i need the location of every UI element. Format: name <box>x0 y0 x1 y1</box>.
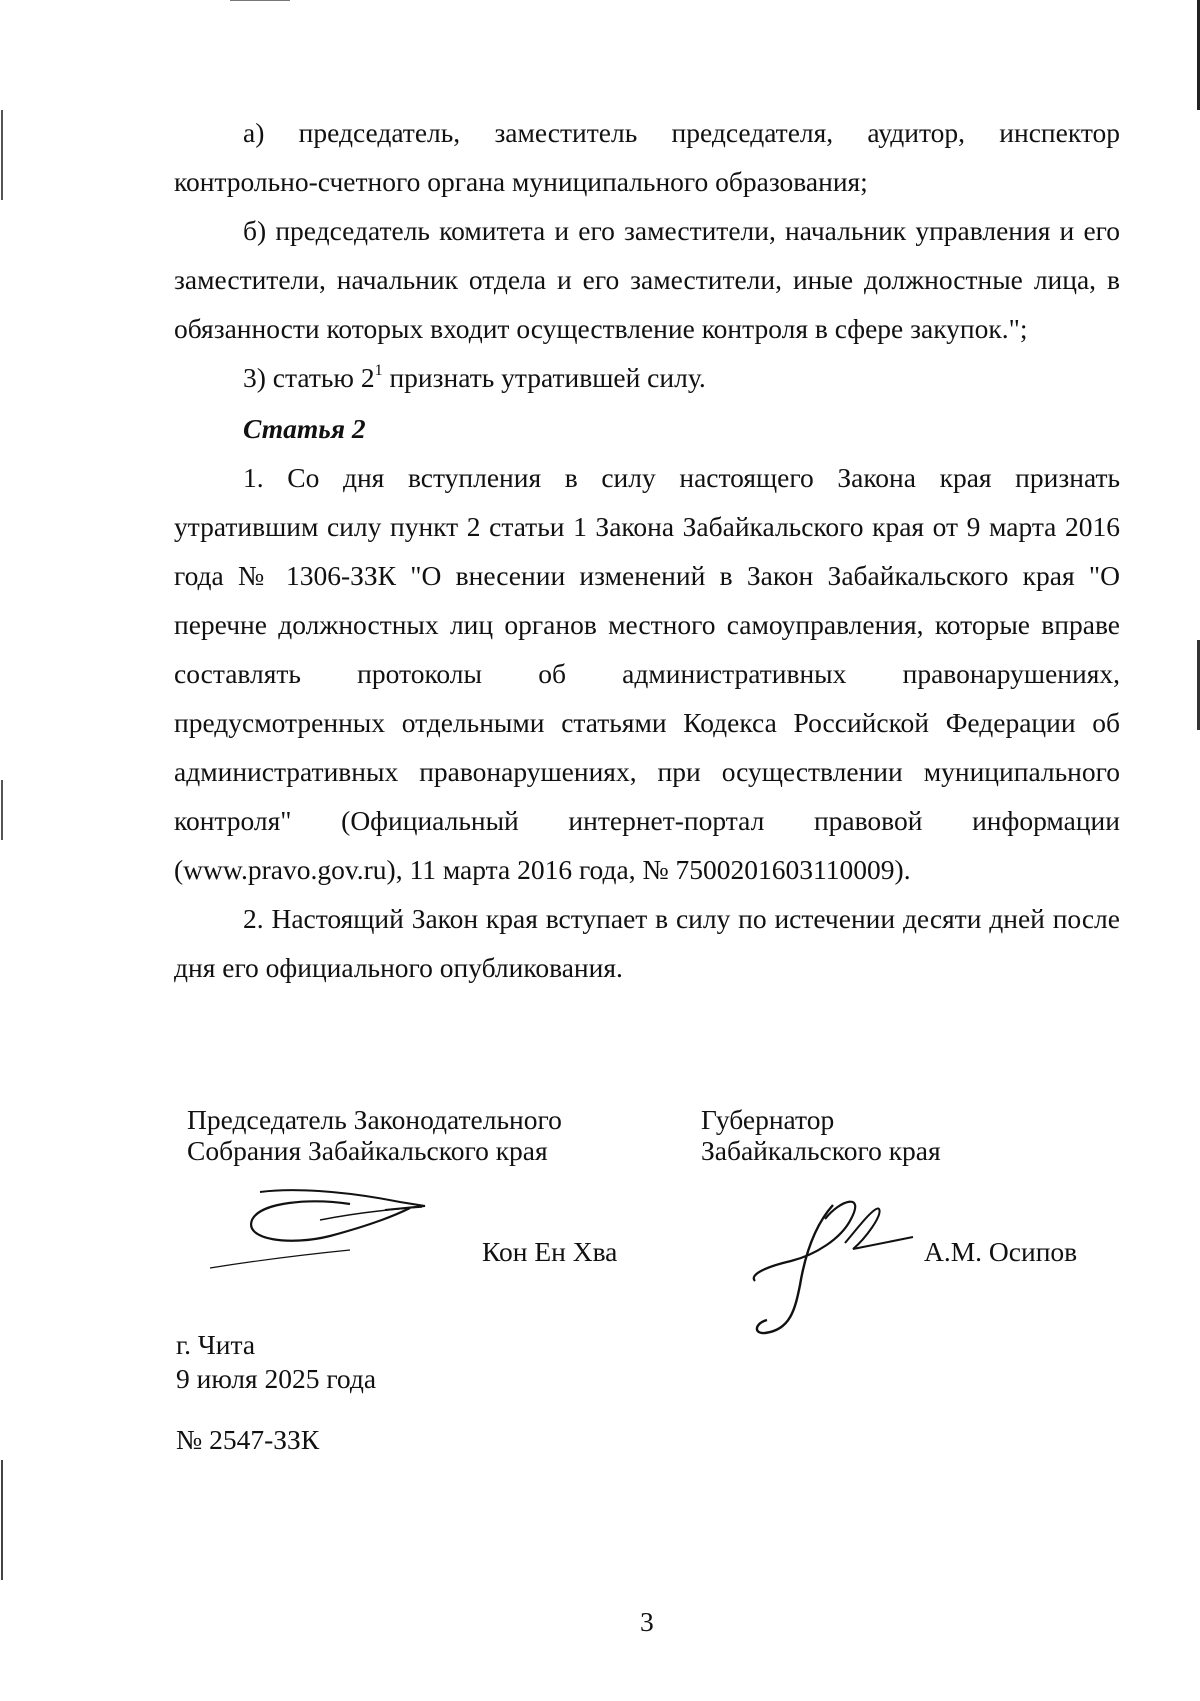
left-signatory-name: Кон Ен Хва <box>482 1236 618 1267</box>
city: г. Чита <box>176 1329 256 1360</box>
left-title-line-2: Собрания Забайкальского края <box>187 1135 548 1166</box>
scan-artifact <box>1 110 3 200</box>
document-body <box>174 108 1120 992</box>
article-paragraph-1: 1. Со дня вступления в силу настоящего Закона края признать утратившим силу пункт 2 статьи 1 Закона Забайкальского края от 9 марта 2016 года № 1306-ЗЗК "О внесении изменений в Закон Забайкальского края "О перечне должностных лиц органов местного самоуправления, которые вправе составлять протоколы об административных правонарушениях, предусмотренных отдельными статьями Кодекса Российской Федерации об административных правонарушениях, при осуществлении муниципального контроля" (Официальный интернет-портал правовой информации (www.pravo.gov.ru), 11 марта 2016 года, № 7500201603110009). <box>174 462 1120 885</box>
left-title-line-1: Председатель Законодательного <box>187 1104 562 1135</box>
document-number: № 2547-ЗЗК <box>176 1424 320 1455</box>
paragraph-3-text-end: признать утратившей силу. <box>382 362 706 393</box>
right-title-line-1: Губернатор <box>701 1104 835 1135</box>
paragraph-3 <box>174 353 1120 402</box>
scan-artifact <box>1 780 3 840</box>
right-title-line-2: Забайкальского края <box>701 1135 941 1166</box>
paragraph-3-text: 3) статью 2 <box>243 362 375 393</box>
page-number: 3 <box>640 1606 654 1637</box>
right-signatory-title <box>701 1104 941 1166</box>
right-signatory-name: А.М. Осипов <box>924 1236 1078 1267</box>
article-paragraph-2: 2. Настоящий Закон края вступает в силу по истечении десяти дней после дня его официального опубликования. <box>174 903 1120 983</box>
paragraph-a: а) председатель, заместитель председателя, аудитор, инспектор контрольно-счетного органа муниципального образования; <box>174 117 1120 197</box>
left-signature <box>200 1180 440 1280</box>
scan-artifact <box>230 0 290 1</box>
paragraph-b: б) председатель комитета и его заместители, начальник управления и его заместители, начальник отдела и его заместители, иные должностные лица, в обязанности которых входит осуществление контроля в сфере закупок."; <box>174 215 1120 344</box>
place-and-date <box>176 1328 376 1396</box>
right-signature <box>745 1195 925 1345</box>
left-signatory-title <box>187 1104 562 1166</box>
superscript: 1 <box>374 361 383 379</box>
article-heading: Статья 2 <box>243 413 366 444</box>
scan-artifact <box>1 1460 3 1580</box>
signing-date: 9 июля 2025 года <box>176 1363 377 1394</box>
